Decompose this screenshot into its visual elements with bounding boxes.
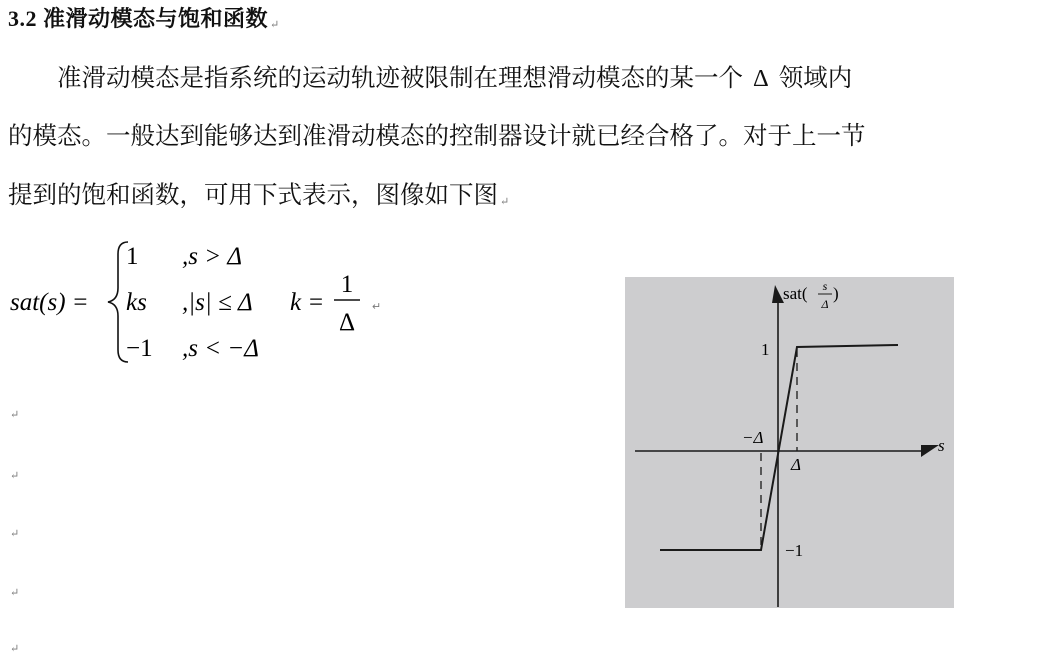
- tick-label-pos-one: 1: [761, 340, 770, 359]
- saturation-curve: [660, 345, 898, 550]
- tick-label-pos-delta: Δ: [791, 455, 801, 474]
- paragraph-line-1: [8, 63, 1043, 94]
- saturation-function-graph: [625, 277, 954, 608]
- paragraph-line-3: [8, 180, 1043, 217]
- empty-paragraph-mark: ↵: [10, 469, 20, 482]
- formula-case3-condition: ,s < −Δ: [182, 335, 259, 362]
- paragraph-mark: ↵: [270, 18, 280, 31]
- paragraph-line-2: [8, 121, 1043, 151]
- y-axis-label-suffix: ): [833, 284, 839, 303]
- empty-paragraph-mark: ↵: [10, 586, 20, 599]
- y-axis-label-prefix: sat(: [783, 284, 808, 303]
- formula-svg: [0, 232, 400, 372]
- section-number: 3.2: [8, 6, 37, 31]
- formula-k-equals: k =: [290, 289, 325, 316]
- empty-paragraph-mark: ↵: [10, 408, 20, 421]
- saturation-formula: [0, 232, 400, 372]
- paragraph-line-1-start: 准滑动模态是指系统的运动轨迹被限制在理想滑动模态的某一个: [57, 63, 743, 92]
- paragraph-line-2-text: 的模态。一般达到能够达到准滑动模态的控制器设计就已经合格了。对于上一节: [8, 121, 866, 150]
- section-title: 准滑动模态与饱和函数: [43, 6, 269, 32]
- tick-label-neg-delta: −Δ: [742, 428, 764, 447]
- formula-case2-condition: ,|s| ≤ Δ: [182, 289, 253, 316]
- empty-paragraph-mark: ↵: [10, 642, 20, 655]
- paragraph-mark: ↵: [500, 195, 510, 208]
- graph-svg: [625, 277, 954, 608]
- formula-case1-condition: ,s > Δ: [182, 243, 243, 270]
- y-axis-label-numerator: s: [822, 279, 828, 293]
- formula-case1-value: 1: [126, 243, 139, 270]
- formula-case3-value: −1: [126, 335, 153, 362]
- formula-k-numerator: 1: [340, 271, 354, 298]
- formula-brace: [108, 242, 128, 362]
- formula-k-denominator: Δ: [338, 309, 356, 336]
- formula-case2-value: ks: [126, 289, 147, 316]
- y-axis-label-denominator: Δ: [821, 297, 829, 311]
- x-axis-arrowhead-icon: [921, 445, 939, 457]
- empty-paragraph-mark: ↵: [10, 527, 20, 540]
- section-heading: [8, 2, 280, 33]
- paragraph-line-1-end: 领域内: [778, 63, 853, 92]
- paragraph-line-3-text: 提到的饱和函数，可用下式表示，图像如下图: [8, 180, 498, 209]
- paragraph-delta-symbol: Δ: [753, 65, 769, 92]
- paragraph-mark: ↵: [372, 301, 382, 313]
- x-axis-label: s: [938, 436, 945, 455]
- formula-lhs: sat(s) =: [10, 289, 89, 316]
- tick-label-neg-one: −1: [785, 541, 804, 560]
